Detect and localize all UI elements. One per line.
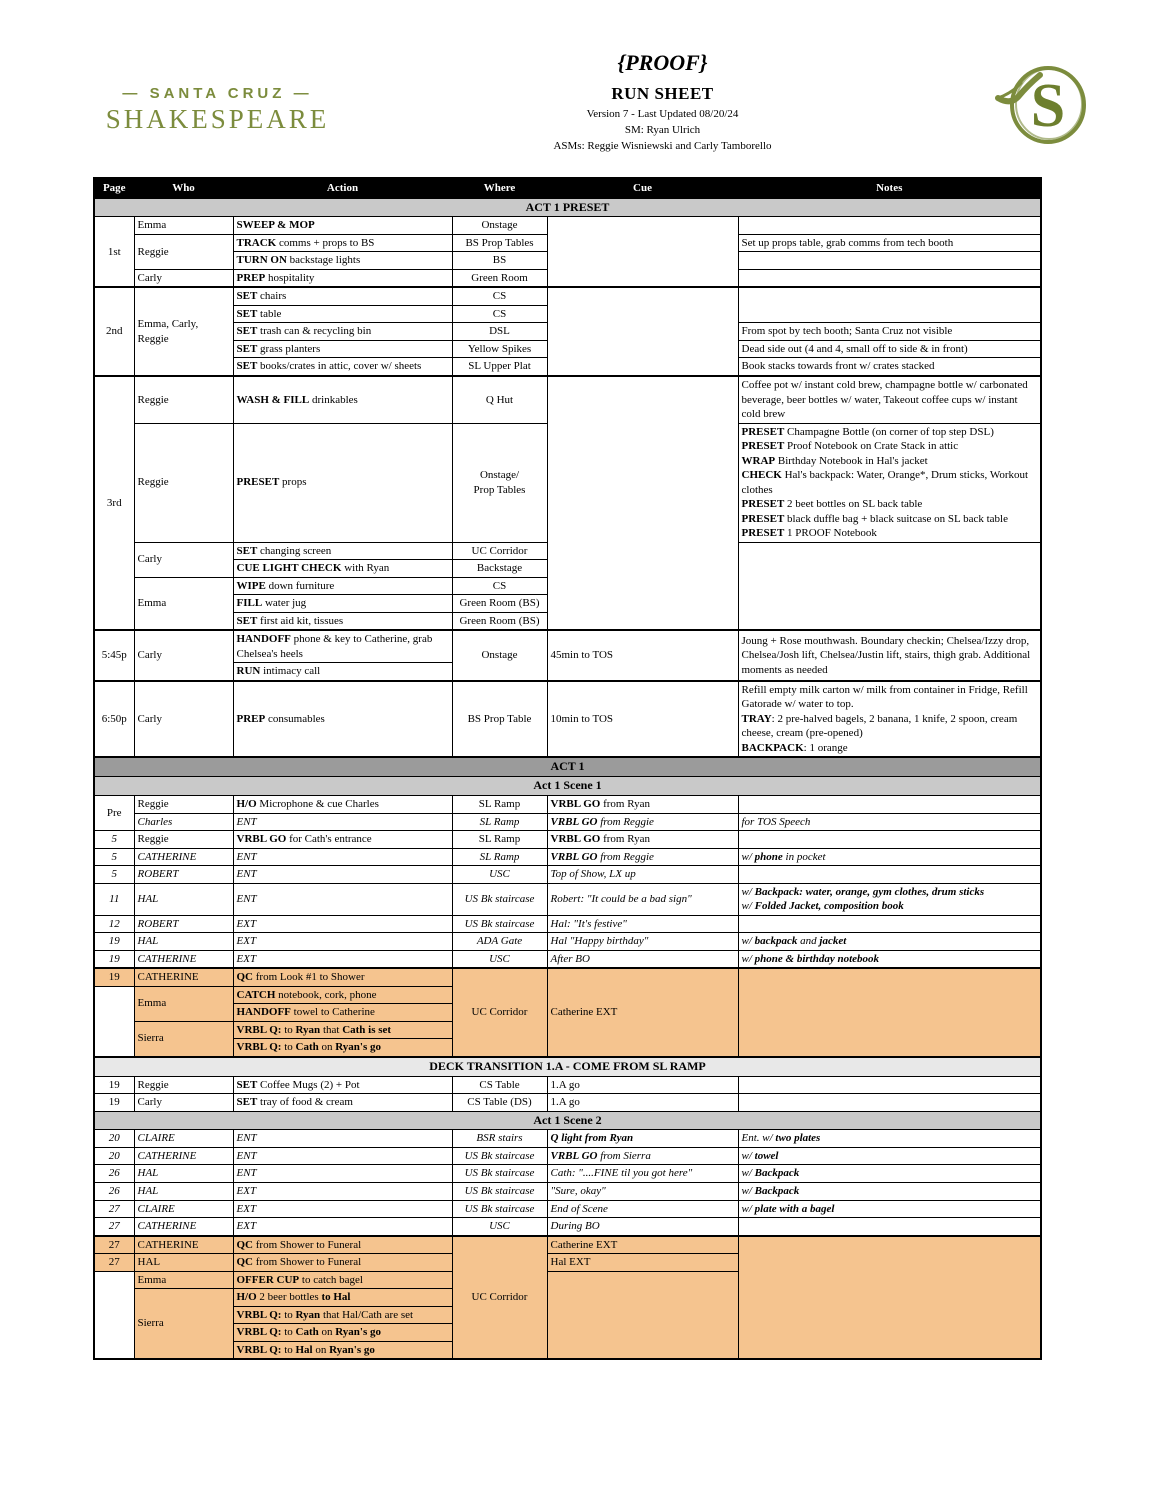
cell: VRBL Q: to Cath on Ryan's go bbox=[233, 1324, 452, 1342]
table-row bbox=[94, 933, 1041, 951]
column-header: Where bbox=[452, 178, 547, 198]
cell: EXT bbox=[233, 915, 452, 933]
cell bbox=[547, 287, 738, 376]
cell: 1st bbox=[94, 217, 134, 288]
cell: SET trash can & recycling bin bbox=[233, 323, 452, 341]
cell bbox=[738, 968, 1041, 1057]
cell: Carly bbox=[134, 1094, 233, 1112]
cell: 11 bbox=[94, 883, 134, 915]
cell: VRBL GO from Reggie bbox=[547, 813, 738, 831]
cell: SET first aid kit, tissues bbox=[233, 612, 452, 630]
section-title: Act 1 Scene 1 bbox=[94, 777, 1041, 796]
table-row bbox=[94, 1218, 1041, 1236]
cell: 19 bbox=[94, 1094, 134, 1112]
cell: 2nd bbox=[94, 287, 134, 376]
cell: End of Scene bbox=[547, 1200, 738, 1218]
cell: US Bk staircase bbox=[452, 915, 547, 933]
cell: CATHERINE bbox=[134, 950, 233, 968]
cell: Reggie bbox=[134, 1076, 233, 1094]
cell: SL Ramp bbox=[452, 796, 547, 814]
cell: 19 bbox=[94, 950, 134, 968]
table-row bbox=[94, 1182, 1041, 1200]
table-row bbox=[94, 217, 1041, 235]
cell: USC bbox=[452, 1218, 547, 1236]
cell bbox=[94, 1271, 134, 1359]
cell: 3rd bbox=[94, 376, 134, 630]
cell: H/O Microphone & cue Charles bbox=[233, 796, 452, 814]
cell: w/ plate with a bagel bbox=[738, 1200, 1041, 1218]
cell: w/ Backpack bbox=[738, 1182, 1041, 1200]
cell: HAL bbox=[134, 1254, 233, 1272]
cell: Reggie bbox=[134, 376, 233, 423]
cell: 5 bbox=[94, 831, 134, 849]
cell: 19 bbox=[94, 1076, 134, 1094]
section-title: Act 1 Scene 2 bbox=[94, 1111, 1041, 1130]
table-header-row bbox=[94, 178, 1041, 198]
cell: OFFER CUP to catch bagel bbox=[233, 1271, 452, 1289]
cell bbox=[738, 1094, 1041, 1112]
cell: ROBERT bbox=[134, 866, 233, 884]
cell: SL Upper Plat bbox=[452, 358, 547, 376]
cell: CLAIRE bbox=[134, 1200, 233, 1218]
cell: for TOS Speech bbox=[738, 813, 1041, 831]
cell: VRBL Q: to Cath on Ryan's go bbox=[233, 1039, 452, 1057]
cell: UC Corridor bbox=[452, 968, 547, 1057]
cell: Top of Show, LX up bbox=[547, 866, 738, 884]
cell bbox=[738, 269, 1041, 287]
cell: w/ phone in pocket bbox=[738, 848, 1041, 866]
cell bbox=[738, 252, 1041, 270]
cell: Carly bbox=[134, 542, 233, 577]
document-header bbox=[0, 0, 1155, 163]
cell: SET changing screen bbox=[233, 542, 452, 560]
cell: Dead side out (4 and 4, small off to side & in front) bbox=[738, 340, 1041, 358]
asm-line: ASMs: Reggie Wisniewski and Carly Tamborello bbox=[553, 140, 772, 152]
table-row bbox=[94, 848, 1041, 866]
cell: 26 bbox=[94, 1165, 134, 1183]
table-row bbox=[94, 866, 1041, 884]
cell: UC Corridor bbox=[452, 542, 547, 560]
cell: From spot by tech booth; Santa Cruz not visible bbox=[738, 323, 1041, 341]
cell: SWEEP & MOP bbox=[233, 217, 452, 235]
cell: SL Ramp bbox=[452, 848, 547, 866]
cell: VRBL Q: to Ryan that Cath is set bbox=[233, 1021, 452, 1039]
cell bbox=[738, 1236, 1041, 1360]
cell: Carly bbox=[134, 269, 233, 287]
cell: US Bk staircase bbox=[452, 1182, 547, 1200]
cell: Green Room (BS) bbox=[452, 595, 547, 613]
logo-shakespeare-text: SHAKESPEARE bbox=[105, 103, 330, 134]
cell: CLAIRE bbox=[134, 1130, 233, 1148]
cell: Reggie bbox=[134, 423, 233, 542]
logo-santa-cruz-text: — SANTA CRUZ — bbox=[122, 85, 313, 102]
cell: During BO bbox=[547, 1218, 738, 1236]
cell: CS Table (DS) bbox=[452, 1094, 547, 1112]
cell: CATHERINE bbox=[134, 1236, 233, 1254]
cell: US Bk staircase bbox=[452, 883, 547, 915]
cell bbox=[738, 1218, 1041, 1236]
column-header: Notes bbox=[738, 178, 1041, 198]
cell: CS bbox=[452, 287, 547, 305]
cell: w/ Backpack: water, orange, gym clothes, drum sticks w/ Folded Jacket, composition book bbox=[738, 883, 1041, 915]
cell: CS bbox=[452, 305, 547, 323]
s-monogram-logo bbox=[985, 53, 1100, 163]
cell: ENT bbox=[233, 883, 452, 915]
cell bbox=[738, 915, 1041, 933]
column-header: Who bbox=[134, 178, 233, 198]
column-header: Page bbox=[94, 178, 134, 198]
cell: QC from Shower to Funeral bbox=[233, 1236, 452, 1254]
cell: Sierra bbox=[134, 1289, 233, 1360]
cell: 10min to TOS bbox=[547, 681, 738, 758]
cell: Reggie bbox=[134, 796, 233, 814]
table-row bbox=[94, 915, 1041, 933]
table-row bbox=[94, 950, 1041, 968]
table-row bbox=[94, 813, 1041, 831]
cell: CS bbox=[452, 577, 547, 595]
table-row bbox=[94, 1236, 1041, 1254]
cell: TRACK comms + props to BS bbox=[233, 234, 452, 252]
cell: 19 bbox=[94, 968, 134, 986]
cell: VRBL GO for Cath's entrance bbox=[233, 831, 452, 849]
cell: CATHERINE bbox=[134, 848, 233, 866]
cell: VRBL GO from Reggie bbox=[547, 848, 738, 866]
cell: Catherine EXT bbox=[547, 968, 738, 1057]
title-block bbox=[340, 38, 985, 152]
cell: HANDOFF towel to Catherine bbox=[233, 1004, 452, 1022]
cell: QC from Look #1 to Shower bbox=[233, 968, 452, 986]
cell: Carly bbox=[134, 630, 233, 681]
cell: WASH & FILL drinkables bbox=[233, 376, 452, 423]
table-row bbox=[94, 968, 1041, 986]
cell: Hal: "It's festive" bbox=[547, 915, 738, 933]
cell: Q Hut bbox=[452, 376, 547, 423]
cell: EXT bbox=[233, 1200, 452, 1218]
cell: BS bbox=[452, 252, 547, 270]
cell: ENT bbox=[233, 1130, 452, 1148]
cell: USC bbox=[452, 950, 547, 968]
cell: Pre bbox=[94, 796, 134, 831]
cell: 5 bbox=[94, 848, 134, 866]
table-row bbox=[94, 630, 1041, 663]
cell: w/ phone & birthday notebook bbox=[738, 950, 1041, 968]
santa-cruz-shakespeare-logo bbox=[95, 86, 340, 134]
cell: Emma bbox=[134, 577, 233, 630]
version-line: Version 7 - Last Updated 08/20/24 bbox=[586, 108, 739, 120]
cell: EXT bbox=[233, 933, 452, 951]
cell: CATHERINE bbox=[134, 1147, 233, 1165]
cell: UC Corridor bbox=[452, 1236, 547, 1360]
cell bbox=[547, 376, 738, 630]
cell: Charles bbox=[134, 813, 233, 831]
cell: w/ Backpack bbox=[738, 1165, 1041, 1183]
cell: 19 bbox=[94, 933, 134, 951]
cell: HANDOFF phone & key to Catherine, grab Chelsea's heels bbox=[233, 630, 452, 663]
cell bbox=[738, 796, 1041, 814]
cell: Reggie bbox=[134, 234, 233, 269]
cell: 1.A go bbox=[547, 1076, 738, 1094]
cell: Onstage bbox=[452, 630, 547, 681]
section-header-row bbox=[94, 777, 1041, 796]
cell: SL Ramp bbox=[452, 813, 547, 831]
section-header-row bbox=[94, 1057, 1041, 1076]
cell: HAL bbox=[134, 1165, 233, 1183]
section-title: DECK TRANSITION 1.A - COME FROM SL RAMP bbox=[94, 1057, 1041, 1076]
cell: USC bbox=[452, 866, 547, 884]
cell: SET chairs bbox=[233, 287, 452, 305]
table-row bbox=[94, 831, 1041, 849]
cell: 26 bbox=[94, 1182, 134, 1200]
cell: VRBL GO from Ryan bbox=[547, 796, 738, 814]
cell: US Bk staircase bbox=[452, 1200, 547, 1218]
cell: Emma bbox=[134, 217, 233, 235]
cell: CS Table bbox=[452, 1076, 547, 1094]
cell: DSL bbox=[452, 323, 547, 341]
cell: SET books/crates in attic, cover w/ sheets bbox=[233, 358, 452, 376]
cell: QC from Shower to Funeral bbox=[233, 1254, 452, 1272]
cell: Cath: "....FINE til you got here" bbox=[547, 1165, 738, 1183]
cell: ENT bbox=[233, 1147, 452, 1165]
section-title: ACT 1 PRESET bbox=[94, 198, 1041, 217]
cell: CATHERINE bbox=[134, 968, 233, 986]
table-row bbox=[94, 1076, 1041, 1094]
cell: 6:50p bbox=[94, 681, 134, 758]
cell: PREP hospitality bbox=[233, 269, 452, 287]
cell: Refill empty milk carton w/ milk from container in Fridge, Refill Gatorade w/ water to top. TRAY: 2 pre-halved bagels, 2 banana, 1 knife, 2 spoon, cream cheese, cream (pre-opened) BACKPACK: 1 orange bbox=[738, 681, 1041, 758]
cell: Carly bbox=[134, 681, 233, 758]
cell: Robert: "It could be a bad sign" bbox=[547, 883, 738, 915]
stage-manager-line: SM: Ryan Ulrich bbox=[624, 124, 701, 136]
cell: 5:45p bbox=[94, 630, 134, 681]
cell: EXT bbox=[233, 1182, 452, 1200]
cell: 20 bbox=[94, 1147, 134, 1165]
cell: FILL water jug bbox=[233, 595, 452, 613]
cell: ENT bbox=[233, 813, 452, 831]
cell: Joung + Rose mouthwash. Boundary checkin; Chelsea/Izzy drop, Chelsea/Josh lift, Chelsea/Justin lift, stairs, thigh grab. Additional moments as needed bbox=[738, 630, 1041, 681]
section-title: ACT 1 bbox=[94, 757, 1041, 776]
cell: VRBL Q: to Ryan that Hal/Cath are set bbox=[233, 1306, 452, 1324]
cell: BS Prop Table bbox=[452, 681, 547, 758]
run-sheet-table bbox=[93, 177, 1042, 1360]
cell: EXT bbox=[233, 950, 452, 968]
cell: 27 bbox=[94, 1236, 134, 1254]
cell: VRBL GO from Sierra bbox=[547, 1147, 738, 1165]
column-header: Action bbox=[233, 178, 452, 198]
table-row bbox=[94, 1147, 1041, 1165]
cell: Book stacks towards front w/ crates stacked bbox=[738, 358, 1041, 376]
cell: Reggie bbox=[134, 831, 233, 849]
section-header-row bbox=[94, 198, 1041, 217]
cell: w/ towel bbox=[738, 1147, 1041, 1165]
cell: Emma bbox=[134, 986, 233, 1021]
cell: w/ backpack and jacket bbox=[738, 933, 1041, 951]
cell: Set up props table, grab comms from tech booth bbox=[738, 234, 1041, 252]
cell: PRESET Champagne Bottle (on corner of top step DSL) PRESET Proof Notebook on Crate Stack in attic WRAP Birthday Notebook in Hal's jacket CHECK Hal's backpack: Water, Orange*, Drum sticks, Workout clothes PRESET 2 beet bottles on SL back table PRESET black duffle bag + black suitcase on SL back table PRESET 1 PROOF Notebook bbox=[738, 423, 1041, 542]
cell: ENT bbox=[233, 848, 452, 866]
cell: WIPE down furniture bbox=[233, 577, 452, 595]
cell: BSR stairs bbox=[452, 1130, 547, 1148]
cell: 1.A go bbox=[547, 1094, 738, 1112]
table-row bbox=[94, 287, 1041, 305]
cell: Hal "Happy birthday" bbox=[547, 933, 738, 951]
cell: Green Room bbox=[452, 269, 547, 287]
cell: US Bk staircase bbox=[452, 1147, 547, 1165]
cell: SET table bbox=[233, 305, 452, 323]
cell bbox=[738, 831, 1041, 849]
cell: SET Coffee Mugs (2) + Pot bbox=[233, 1076, 452, 1094]
monogram-letter: S bbox=[1030, 72, 1065, 140]
cell bbox=[738, 287, 1041, 323]
cell: 27 bbox=[94, 1200, 134, 1218]
show-title: {PROOF} bbox=[617, 50, 708, 75]
table-row bbox=[94, 883, 1041, 915]
cell: Onstage/ Prop Tables bbox=[452, 423, 547, 542]
table-row bbox=[94, 1094, 1041, 1112]
cell: HAL bbox=[134, 1182, 233, 1200]
cell: SET tray of food & cream bbox=[233, 1094, 452, 1112]
cell: Hal EXT bbox=[547, 1254, 738, 1272]
s-circle-leaf-icon bbox=[988, 53, 1098, 158]
cell bbox=[547, 1271, 738, 1359]
cell: HAL bbox=[134, 883, 233, 915]
cell: Catherine EXT bbox=[547, 1236, 738, 1254]
section-header-row bbox=[94, 1111, 1041, 1130]
cell: Emma, Carly, Reggie bbox=[134, 287, 233, 376]
cell: "Sure, okay" bbox=[547, 1182, 738, 1200]
cell: PREP consumables bbox=[233, 681, 452, 758]
cell: CATHERINE bbox=[134, 1218, 233, 1236]
cell: 5 bbox=[94, 866, 134, 884]
cell: 45min to TOS bbox=[547, 630, 738, 681]
cell: 12 bbox=[94, 915, 134, 933]
cell: VRBL GO from Ryan bbox=[547, 831, 738, 849]
table-row bbox=[94, 1130, 1041, 1148]
cell: Emma bbox=[134, 1271, 233, 1289]
table-row bbox=[94, 1165, 1041, 1183]
cell bbox=[738, 542, 1041, 630]
cell bbox=[738, 1076, 1041, 1094]
cell: 27 bbox=[94, 1254, 134, 1272]
cell: Q light from Ryan bbox=[547, 1130, 738, 1148]
cell: CUE LIGHT CHECK with Ryan bbox=[233, 560, 452, 578]
cell: 20 bbox=[94, 1130, 134, 1148]
cell: BS Prop Tables bbox=[452, 234, 547, 252]
cell: TURN ON backstage lights bbox=[233, 252, 452, 270]
cell: Backstage bbox=[452, 560, 547, 578]
table-row bbox=[94, 376, 1041, 423]
cell: Sierra bbox=[134, 1021, 233, 1057]
cell: HAL bbox=[134, 933, 233, 951]
cell: After BO bbox=[547, 950, 738, 968]
cell bbox=[738, 866, 1041, 884]
cell: ROBERT bbox=[134, 915, 233, 933]
cell: CATCH notebook, cork, phone bbox=[233, 986, 452, 1004]
cell: US Bk staircase bbox=[452, 1165, 547, 1183]
cell bbox=[547, 217, 738, 288]
cell: Coffee pot w/ instant cold brew, champagne bottle w/ carbonated beverage, beer bottles w/ water, Takeout coffee cups w/ instant cold brew bbox=[738, 376, 1041, 423]
table-row bbox=[94, 681, 1041, 758]
cell: Yellow Spikes bbox=[452, 340, 547, 358]
cell: VRBL Q: to Hal on Ryan's go bbox=[233, 1341, 452, 1359]
table-row bbox=[94, 796, 1041, 814]
cell: SET grass planters bbox=[233, 340, 452, 358]
cell: Green Room (BS) bbox=[452, 612, 547, 630]
cell: SL Ramp bbox=[452, 831, 547, 849]
cell: PRESET props bbox=[233, 423, 452, 542]
section-header-row bbox=[94, 757, 1041, 776]
column-header: Cue bbox=[547, 178, 738, 198]
cell: ENT bbox=[233, 1165, 452, 1183]
cell: Onstage bbox=[452, 217, 547, 235]
cell bbox=[94, 986, 134, 1057]
cell: RUN intimacy call bbox=[233, 663, 452, 681]
cell: Ent. w/ two plates bbox=[738, 1130, 1041, 1148]
cell: ENT bbox=[233, 866, 452, 884]
table-row bbox=[94, 1200, 1041, 1218]
cell: EXT bbox=[233, 1218, 452, 1236]
cell: 27 bbox=[94, 1218, 134, 1236]
cell bbox=[738, 217, 1041, 235]
cell: H/O 2 beer bottles to Hal bbox=[233, 1289, 452, 1307]
page-title: RUN SHEET bbox=[611, 84, 714, 103]
cell: ADA Gate bbox=[452, 933, 547, 951]
